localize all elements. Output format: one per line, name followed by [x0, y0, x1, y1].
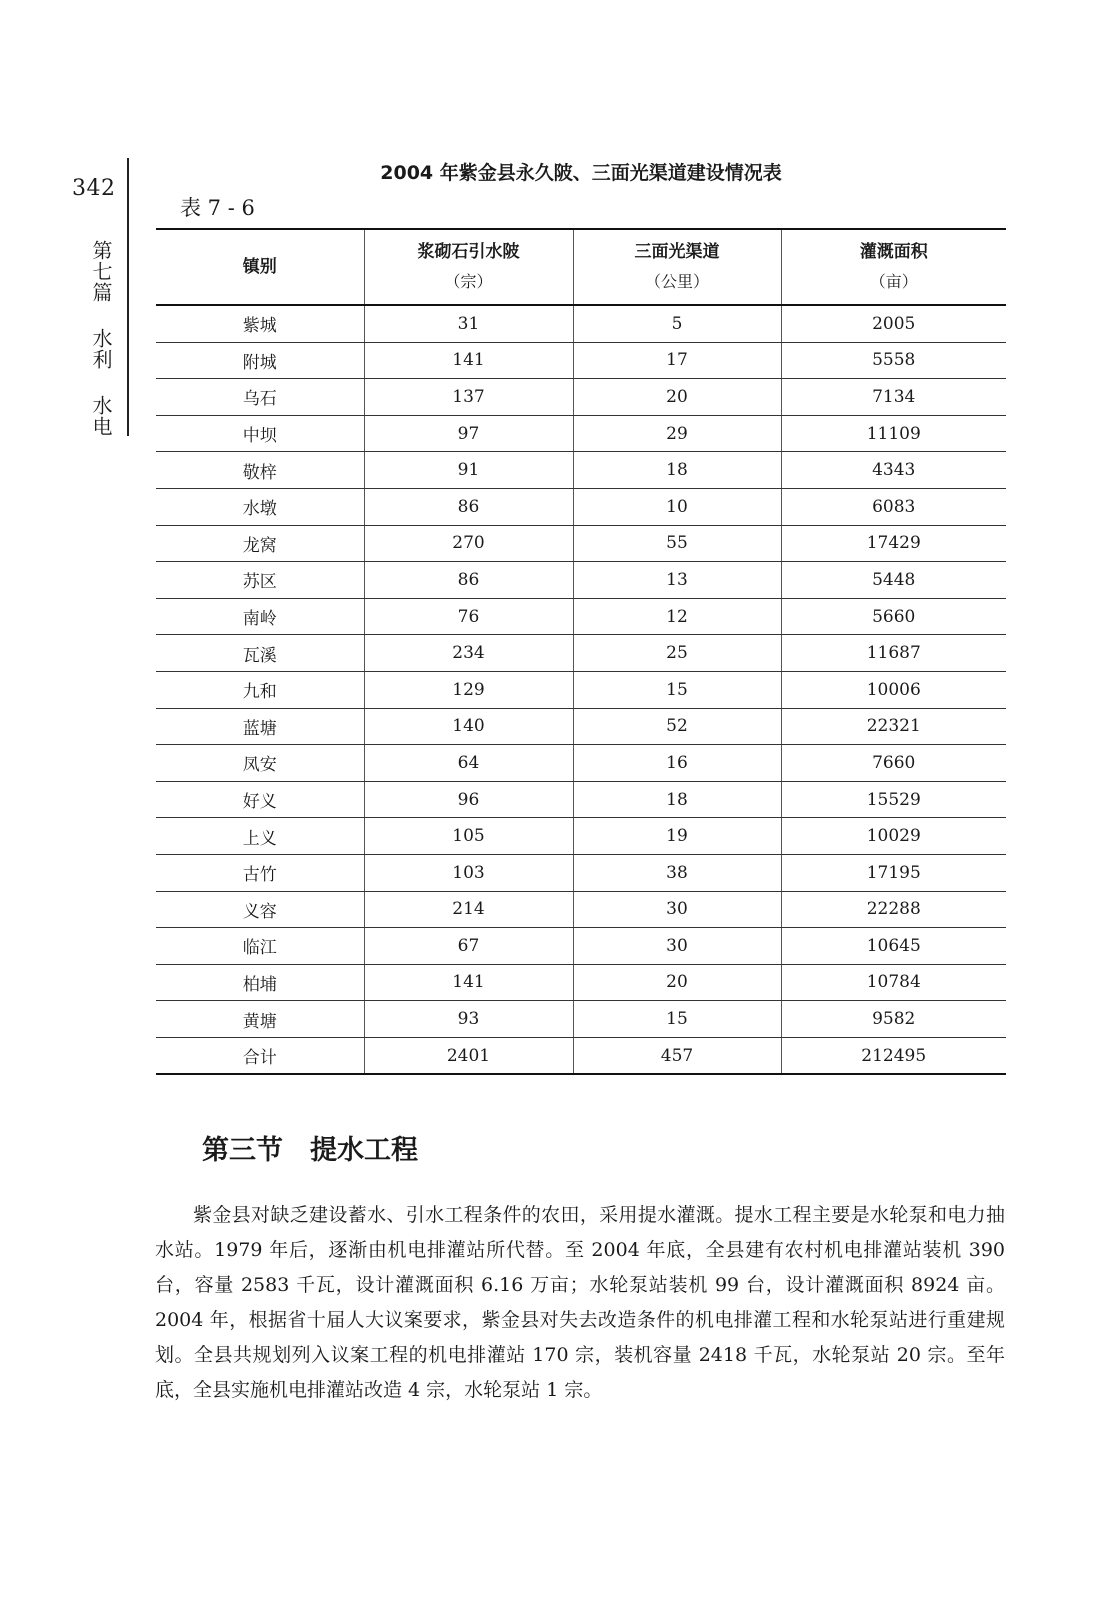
- table-cell: 5: [573, 305, 781, 342]
- table-body: [156, 305, 1006, 1074]
- column-header-unit: （宗）: [444, 272, 493, 291]
- table-cell: 5558: [781, 342, 1006, 379]
- page-number: 342: [72, 176, 116, 201]
- table-cell: 141: [364, 342, 573, 379]
- table-cell: 10029: [781, 818, 1006, 855]
- table-cell: 212495: [781, 1037, 1006, 1074]
- table-cell: 25: [573, 635, 781, 672]
- town-name-cell: 中坝: [156, 415, 364, 452]
- town-name-cell: 黄塘: [156, 1001, 364, 1038]
- town-name-cell: 紫城: [156, 305, 364, 342]
- table-row: [156, 305, 1006, 342]
- town-name-cell: 好义: [156, 781, 364, 818]
- table-cell: 52: [573, 708, 781, 745]
- table-cell: 64: [364, 745, 573, 782]
- table-cell: 18: [573, 452, 781, 489]
- table-row: [156, 598, 1006, 635]
- section-heading: 第三节 提水工程: [202, 1135, 418, 1166]
- table-cell: 31: [364, 305, 573, 342]
- town-name-cell: 上义: [156, 818, 364, 855]
- table-cell: 86: [364, 562, 573, 599]
- table-cell: 96: [364, 781, 573, 818]
- column-header-label: 灌溉面积: [859, 242, 928, 262]
- table-row: [156, 928, 1006, 965]
- column-header-label: 浆砌石引水陂: [417, 242, 520, 262]
- table-cell: 6083: [781, 488, 1006, 525]
- table-cell: 20: [573, 379, 781, 416]
- table-cell: 97: [364, 415, 573, 452]
- table-row: [156, 964, 1006, 1001]
- table-cell: 103: [364, 854, 573, 891]
- table-cell: 5660: [781, 598, 1006, 635]
- data-table: [156, 228, 1006, 1075]
- table-cell: 17195: [781, 854, 1006, 891]
- table-cell: 214: [364, 891, 573, 928]
- table-cell: 7660: [781, 745, 1006, 782]
- column-header-label: 三面光渠道: [634, 242, 720, 262]
- town-name-cell: 合计: [156, 1037, 364, 1074]
- table-row: [156, 891, 1006, 928]
- running-head: 第七篇 水利 水电: [89, 240, 113, 437]
- table-cell: 91: [364, 452, 573, 489]
- table-cell: 140: [364, 708, 573, 745]
- table-cell: 55: [573, 525, 781, 562]
- column-header: [364, 229, 573, 305]
- table-cell: 30: [573, 891, 781, 928]
- table-row: [156, 818, 1006, 855]
- table-cell: 17: [573, 342, 781, 379]
- town-name-cell: 南岭: [156, 598, 364, 635]
- table-cell: 270: [364, 525, 573, 562]
- body-paragraph: 紫金县对缺乏建设蓄水、引水工程条件的农田，采用提水灌溉。提水工程主要是水轮泵和电力抽水站。1979 年后，逐渐由机电排灌站所代替。至 2004 年底，全县建有农村机电排灌站装机 390 台，容量 2583 千瓦，设计灌溉面积 6.16 万亩；水轮泵站装机 99 台，设计灌溉面积 8924 亩。2004 年，根据省十届人大议案要求，紫金县对失去改造条件的机电排灌工程和水轮泵站进行重建规划。全县共规划列入议案工程的机电排灌站 170 宗，装机容量 2418 千瓦，水轮泵站 20 宗。至年底，全县实施机电排灌站改造 4 宗，水轮泵站 1 宗。: [155, 1204, 1005, 1401]
- column-header-unit: （公里）: [644, 272, 709, 291]
- table-cell: 67: [364, 928, 573, 965]
- table-cell: 105: [364, 818, 573, 855]
- town-name-cell: 柏埔: [156, 964, 364, 1001]
- table-row: [156, 342, 1006, 379]
- table-cell: 10006: [781, 671, 1006, 708]
- table-cell: 2401: [364, 1037, 573, 1074]
- table-header-row: [156, 229, 1006, 305]
- town-name-cell: 古竹: [156, 854, 364, 891]
- table-cell: 38: [573, 854, 781, 891]
- table-cell: 2005: [781, 305, 1006, 342]
- column-header: [781, 229, 1006, 305]
- table-cell: 129: [364, 671, 573, 708]
- table-row: [156, 488, 1006, 525]
- table-cell: 16: [573, 745, 781, 782]
- town-name-cell: 瓦溪: [156, 635, 364, 672]
- table-cell: 7134: [781, 379, 1006, 416]
- table-row: [156, 671, 1006, 708]
- town-name-cell: 龙窝: [156, 525, 364, 562]
- table-row: [156, 525, 1006, 562]
- column-header-label: 镇别: [242, 257, 277, 277]
- table-cell: 20: [573, 964, 781, 1001]
- table-cell: 86: [364, 488, 573, 525]
- town-name-cell: 凤安: [156, 745, 364, 782]
- town-name-cell: 九和: [156, 671, 364, 708]
- table-title: 2004 年紫金县永久陂、三面光渠道建设情况表: [380, 162, 782, 184]
- column-header-unit: （亩）: [869, 272, 918, 291]
- town-name-cell: 水墩: [156, 488, 364, 525]
- table-cell: 11109: [781, 415, 1006, 452]
- town-name-cell: 苏区: [156, 562, 364, 599]
- table-row: [156, 635, 1006, 672]
- table-cell: 234: [364, 635, 573, 672]
- table-cell: 141: [364, 964, 573, 1001]
- table-cell: 22288: [781, 891, 1006, 928]
- table-row: [156, 854, 1006, 891]
- table-cell: 15: [573, 671, 781, 708]
- town-name-cell: 乌石: [156, 379, 364, 416]
- town-name-cell: 义容: [156, 891, 364, 928]
- table-cell: 5448: [781, 562, 1006, 599]
- table-cell: 10784: [781, 964, 1006, 1001]
- table-cell: 11687: [781, 635, 1006, 672]
- table-row: [156, 1001, 1006, 1038]
- table-cell: 457: [573, 1037, 781, 1074]
- table-cell: 9582: [781, 1001, 1006, 1038]
- column-header: [156, 229, 364, 305]
- table-cell: 93: [364, 1001, 573, 1038]
- town-name-cell: 敬梓: [156, 452, 364, 489]
- table-cell: 137: [364, 379, 573, 416]
- table-row: [156, 562, 1006, 599]
- table-cell: 15: [573, 1001, 781, 1038]
- table-row: [156, 745, 1006, 782]
- margin-rule: [127, 158, 129, 436]
- table-cell: 15529: [781, 781, 1006, 818]
- table-cell: 29: [573, 415, 781, 452]
- table-row: [156, 781, 1006, 818]
- table-cell: 18: [573, 781, 781, 818]
- table-row: [156, 708, 1006, 745]
- town-name-cell: 附城: [156, 342, 364, 379]
- table-cell: 13: [573, 562, 781, 599]
- table-cell: 4343: [781, 452, 1006, 489]
- table-cell: 17429: [781, 525, 1006, 562]
- town-name-cell: 临江: [156, 928, 364, 965]
- column-header: [573, 229, 781, 305]
- table-cell: 76: [364, 598, 573, 635]
- table-total-row: [156, 1037, 1006, 1074]
- table-cell: 12: [573, 598, 781, 635]
- table-cell: 10645: [781, 928, 1006, 965]
- table-cell: 10: [573, 488, 781, 525]
- table-cell: 30: [573, 928, 781, 965]
- table-cell: 22321: [781, 708, 1006, 745]
- table-row: [156, 415, 1006, 452]
- table-cell: 19: [573, 818, 781, 855]
- table-number: 表 7 - 6: [180, 196, 255, 220]
- table-row: [156, 452, 1006, 489]
- town-name-cell: 蓝塘: [156, 708, 364, 745]
- table-row: [156, 379, 1006, 416]
